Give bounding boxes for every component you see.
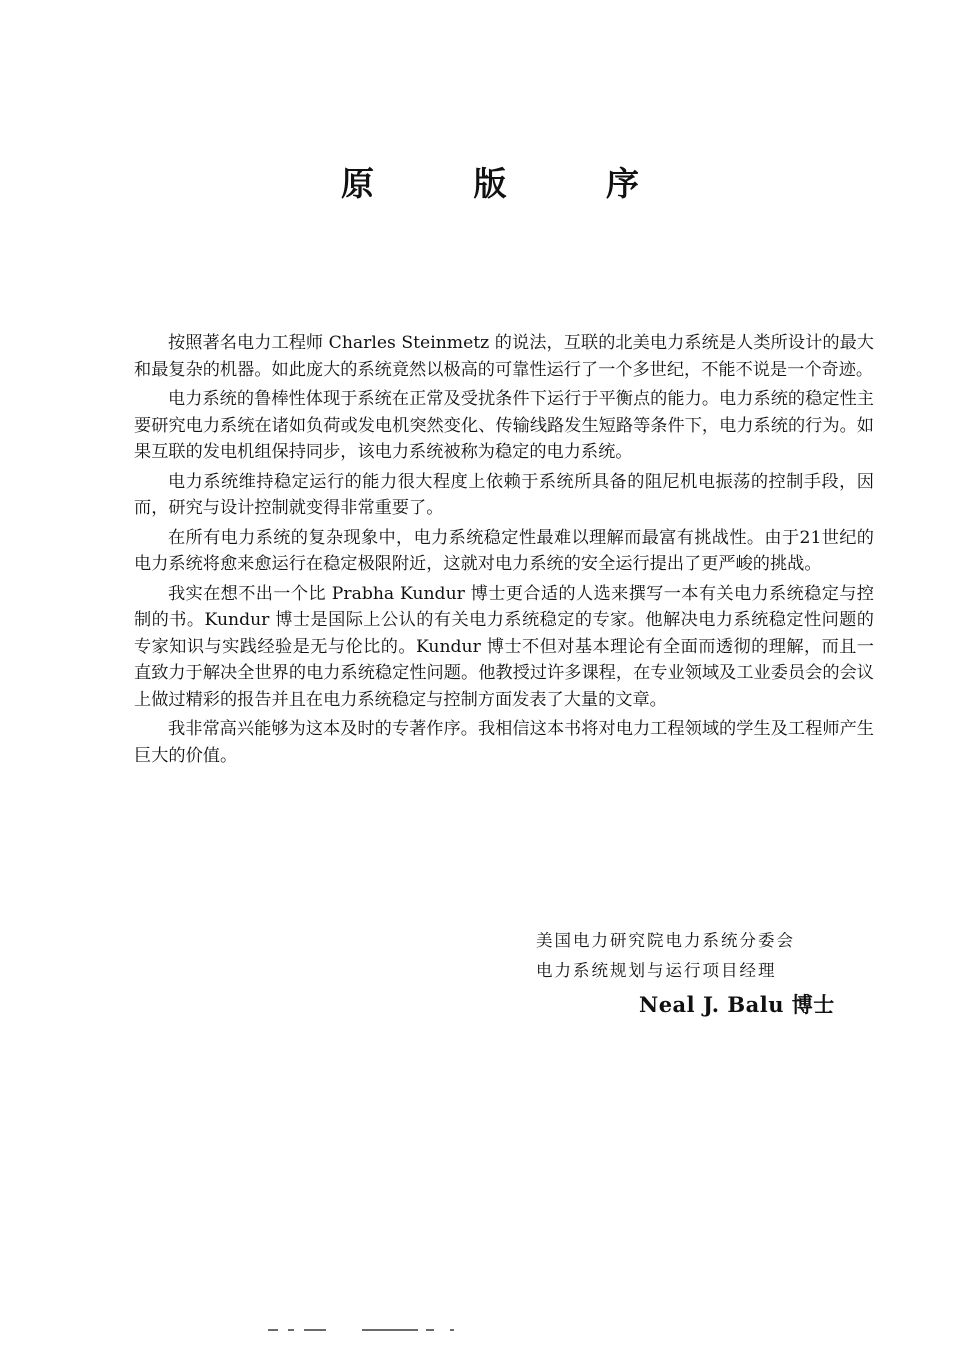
paragraph: 我非常高兴能够为这本及时的专著作序。我相信这本书将对电力工程领域的学生及工程师产生巨大的价值。: [134, 719, 874, 766]
paragraph: 电力系统的鲁棒性体现于系统在正常及受扰条件下运行于平衡点的能力。电力系统的稳定性主要研究电力系统在诸如负荷或发电机突然变化、传输线路发生短路等条件下，电力系统的行为。如果互联的发电机组保持同步，该电力系统被称为稳定的电力系统。: [134, 389, 874, 462]
signature-affiliation: 美国电力研究院电力系统分委会: [536, 931, 795, 950]
signature-position: 电力系统规划与运行项目经理: [536, 961, 777, 980]
scan-artifact: [304, 1329, 326, 1331]
scan-artifact: [288, 1329, 294, 1331]
signature-name: Neal J. Balu 博士: [639, 992, 835, 1017]
scan-artifact: [450, 1329, 454, 1331]
paragraph: 电力系统维持稳定运行的能力很大程度上依赖于系统所具备的阻尼机电振荡的控制手段，因而，研究与设计控制就变得非常重要了。: [134, 471, 874, 518]
scan-artifact: [426, 1329, 434, 1331]
signature-block: [536, 926, 835, 1020]
paragraph: 我实在想不出一个比 Prabha Kundur 博士更合适的人选来撰写一本有关电力系统稳定与控制的书。Kundur 博士是国际上公认的有关电力系统稳定的专家。他解决电力系统稳定性问题的专家知识与实践经验是无与伦比的。Kundur 博士不但对基本理论有全面而透彻的理解，而且一直致力于解决全世界的电力系统稳定性问题。他教授过许多课程，在专业领域及工业委员会的会议上做过精彩的报告并且在电力系统稳定与控制方面发表了大量的文章。: [134, 583, 874, 710]
scan-artifact: [268, 1329, 278, 1331]
preface-body: [134, 330, 874, 772]
page-title: 原 版 序: [341, 164, 683, 203]
paragraph: 按照著名电力工程师 Charles Steinmetz 的说法，互联的北美电力系统是人类所设计的最大和最复杂的机器。如此庞大的系统竟然以极高的可靠性运行了一个多世纪，不能不说是一个奇迹。: [134, 333, 874, 380]
scan-artifact: [362, 1329, 418, 1331]
paragraph: 在所有电力系统的复杂现象中，电力系统稳定性最难以理解而最富有挑战性。由于21世纪的电力系统将愈来愈运行在稳定极限附近，这就对电力系统的安全运行提出了更严峻的挑战。: [134, 527, 874, 574]
